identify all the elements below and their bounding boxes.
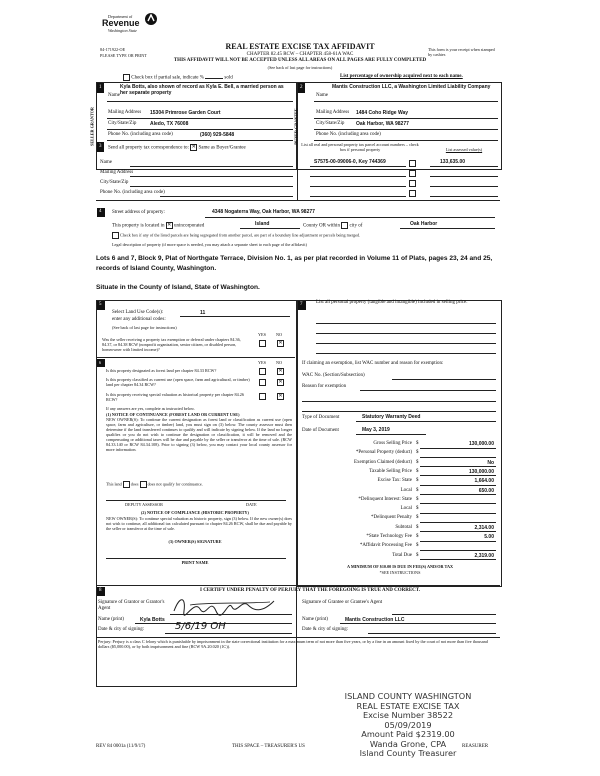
- tax-row-currency: $: [416, 534, 419, 539]
- dept-big: Revenue: [102, 18, 140, 28]
- grantee-name-label: Name (print): [302, 617, 328, 622]
- form-code: 84-171922-OE: [100, 47, 126, 52]
- doc-date-label: Date of Document: [302, 428, 339, 433]
- located-label: This property is located in: [112, 223, 165, 229]
- assessed-value[interactable]: 133,635.00: [440, 159, 466, 165]
- additional-codes: enter any additional codes:: [112, 317, 166, 322]
- yes-header-1: YES: [258, 332, 266, 337]
- notice1-body: NEW OWNER(S): To continue the current designation as forest land or classification as current use (open space, farm and agriculture, or timber) land, you must sign on (3) below. The county assessor must then determine if the land transferred continues to qualify and will indicate by signing below. If the land no longer qualifies or you do not wish to continue the designation or classification, it will be removed and the compensating or additional taxes will be due and payable by the seller or transferor at the time of sale. (RCW 84.33.140 or RCW 84.34.108). Prior to signing (3) below, you may contact your local county assessor for more information.: [106, 417, 292, 452]
- tax-row-value[interactable]: 5.00: [484, 534, 494, 540]
- street-label: Street address of property:: [112, 210, 165, 215]
- seller-name-value[interactable]: Kyla Botts, also shown of record as Kyla E. Bell, a married person as her separate property: [120, 84, 284, 96]
- does-not-checkbox[interactable]: [140, 481, 147, 488]
- grantor-sig-label: Signature of Grantor or Grantor's Agent: [98, 600, 165, 611]
- tax-row-currency: $: [416, 487, 419, 493]
- grantee-name-value[interactable]: Mantis Construction LLC: [345, 617, 405, 623]
- q2-no-checkbox[interactable]: ✕: [278, 369, 283, 374]
- does-label: does: [130, 481, 139, 487]
- parcel3-checkbox[interactable]: [409, 180, 416, 187]
- parcel-number[interactable]: S7575-00-09006-0, Key 744369: [314, 159, 386, 165]
- dor-logo: [100, 14, 158, 42]
- parcel1-checkbox[interactable]: [409, 160, 416, 167]
- tax-row-label: Exemption Claimed (deduct): [353, 459, 412, 465]
- q1-yes-checkbox[interactable]: [259, 340, 266, 347]
- tax-row-value[interactable]: 1,664.00: [474, 478, 494, 485]
- receipt-note: This form is your receipt when stamped by cashier.: [428, 47, 495, 57]
- parcel2-checkbox[interactable]: [409, 170, 416, 177]
- dept-state: Washington State: [108, 28, 138, 33]
- corr-label: Send all property tax correspondence to:: [108, 145, 189, 151]
- stamp-line: REAL ESTATE EXCISE TAX: [356, 700, 460, 711]
- same-as-buyer-checkbox[interactable]: ✕: [191, 145, 196, 150]
- land-use-num-text: 5: [99, 302, 102, 307]
- parcel4-checkbox[interactable]: [409, 190, 416, 197]
- deputy-date: DATE: [246, 502, 257, 507]
- owner-signature-label: (3) OWNER(S) SIGNATURE: [168, 539, 222, 544]
- seller-phone-value[interactable]: (360) 929-5848: [200, 132, 235, 138]
- buyer-name-label: Name: [316, 93, 328, 98]
- stamp-line: Amount Paid $2319.00: [361, 729, 455, 739]
- buyer-side-label: BUYER GRANTEE: [293, 108, 299, 145]
- tax-row-currency: $: [416, 441, 419, 446]
- seller-num-text: 1: [99, 85, 102, 90]
- q2-text: Is this property designated as forest land per chapter 84.33 RCW?: [106, 368, 217, 373]
- no-header-2: NO: [276, 360, 283, 365]
- certify-text: I CERTIFY UNDER PENALTY OF PERJURY THAT THE FOREGOING IS TRUE AND CORRECT.: [200, 588, 421, 593]
- city-value[interactable]: Oak Harbor: [410, 221, 438, 227]
- grantee-date-label: Date & city of signing:: [302, 627, 349, 632]
- list-pct: List percentage of ownership acquired next to each name.: [340, 74, 463, 79]
- land-use-code[interactable]: 11: [200, 310, 206, 316]
- corr-phone-label: Phone No. (including area code): [100, 190, 165, 195]
- city-checkbox[interactable]: [341, 222, 348, 229]
- notice1-title: (1) NOTICE OF CONTINUANCE (FOREST LAND OR CURRENT USE): [106, 412, 240, 417]
- tax-row-label: *State Technology Fee: [366, 534, 412, 539]
- grantor-date-label: Date & city of signing:: [98, 627, 145, 632]
- buyer-num-text: 2: [300, 85, 303, 90]
- notice2-title: (2) NOTICE OF COMPLIANCE (HISTORIC PROPERTY): [141, 510, 249, 515]
- minimum-note: A MINIMUM OF $10.00 IS DUE IN FEE(S) AND/OR TAX: [346, 564, 453, 569]
- tax-row-currency: $: [416, 459, 419, 465]
- section6-num-text: 6: [99, 360, 102, 365]
- tax-row-currency: $: [416, 450, 419, 456]
- unincorporated-label: unincorporated: [174, 223, 205, 229]
- grantor-name-value[interactable]: Kyla Botts: [140, 617, 165, 623]
- buyer-mailing-value[interactable]: 1484 Coho Ridge Way: [356, 110, 409, 116]
- tax-row-currency: $: [416, 506, 419, 512]
- tax-row-label: *Delinquent Interest: State: [358, 496, 412, 502]
- treasurer-space: THIS SPACE – TREASURER'S US: [232, 744, 305, 749]
- form-see-back: (See back of last page for instructions): [267, 65, 333, 70]
- perjury-text: Perjury: Perjury is a class C felony which is punishable by imprisonment in the state correctional institution for a maximum term of not more than five years, or by a fine in an amount fixed by the court of not more than five thousand dollars ($5,000.00), or by both imprisonment and fine (RCW 9A.20.020 (1C)).: [98, 639, 488, 649]
- form-chapter: CHAPTER 82.45 RCW – CHAPTER 458-61A WAC: [246, 52, 354, 57]
- buyer-phone-label: Phone No. (including area code): [316, 132, 381, 137]
- segregated-label: Check box if any of the listed parcels are being segregated from another parcel, are part of a boundary line adjustment or parcels being merged.: [120, 232, 361, 238]
- q4-text: Is this property receiving special valuation as historical property per chapter 84.26 RCW?: [106, 392, 244, 402]
- doc-type-label: Type of Document: [302, 415, 340, 420]
- q1-text: Was the seller receiving a property tax exemption or deferral under chapters 84.36, 84.37, or 84.38 RCW (nonprofit organization, senior citizen, or disabled person, homeowner with limited income)?: [102, 337, 241, 352]
- buyer-name-value[interactable]: Mantis Construction LLC, a Washington Limited Liability Company: [332, 84, 491, 90]
- street-value[interactable]: 4348 Nogaterra Way, Oak Harbor, WA 98277: [212, 209, 315, 215]
- tax-row-value[interactable]: No: [487, 459, 494, 466]
- certify-num-text: 8: [99, 588, 102, 593]
- print-name-label: PRINT NAME: [181, 560, 209, 565]
- tax-row-value[interactable]: 2,319.00: [474, 552, 494, 559]
- corr-name-label: Name: [100, 160, 112, 165]
- county-value[interactable]: Island: [255, 221, 270, 227]
- this-land-label: This land: [106, 481, 122, 487]
- continuance-row: [106, 481, 203, 488]
- dept-small: Department of: [108, 14, 133, 19]
- segregated-checkbox[interactable]: [112, 232, 119, 239]
- tax-row-currency: $: [416, 552, 419, 558]
- grantor-signature-scribble[interactable]: [170, 593, 280, 619]
- located-row: [112, 222, 204, 230]
- tax-row-value[interactable]: 130,000.00: [468, 441, 494, 447]
- same-as-buyer-label: Same as Buyer/Grantee: [198, 145, 246, 151]
- seller-city-label: City/State/Zip: [108, 121, 137, 126]
- tax-row-value[interactable]: 130,000.00: [468, 468, 494, 475]
- stamp-line: Island County Treasurer: [359, 748, 457, 758]
- tax-row-currency: $: [416, 496, 419, 502]
- corr-city-label: City/State/Zip: [100, 180, 129, 185]
- q3-text: Is this property classified as current use (open space, farm and agricultural, or timber) land per chapter 84.34 RCW?: [106, 377, 250, 387]
- tax-row-label: Subtotal: [395, 524, 412, 530]
- does-not-label: does not qualify for continuance.: [147, 481, 203, 487]
- q3-no-checkbox[interactable]: ✕: [278, 380, 283, 385]
- buyer-mailing-label: Mailing Address: [316, 110, 350, 115]
- seller-phone-label: Phone No. (including area code): [108, 132, 173, 137]
- tax-row-label: Total Due: [392, 552, 412, 558]
- city-of-label: city of: [349, 223, 363, 229]
- county-row: [303, 222, 362, 230]
- land-use-see-back: (See back of last page for instructions): [112, 325, 177, 330]
- yes-header-2: YES: [258, 360, 266, 365]
- tax-row-currency: $: [416, 478, 419, 484]
- seller-mailing-label: Mailing Address: [108, 110, 142, 115]
- corr-num-text: 3: [99, 144, 102, 149]
- grantor-date-value[interactable]: 5/6/19 OH: [175, 621, 226, 632]
- grantor-name-label: Name (print): [98, 617, 124, 622]
- if-yes-text: If any answers are yes, complete as instructed below.: [106, 406, 195, 411]
- tax-row-label: *Delinquent Penalty: [371, 515, 412, 521]
- tax-row-currency: $: [416, 524, 419, 530]
- legal-note: Legal description of property (if more space is needed, you may attach a separate sheet to each page of the affidavit): [112, 242, 307, 247]
- seller-city-value[interactable]: Aledo, TX 76008: [150, 121, 189, 127]
- street-num-text: 4: [99, 209, 102, 214]
- sold-label: sold: [224, 75, 233, 81]
- q3-yes-checkbox[interactable]: [259, 379, 266, 386]
- tax-row-currency: $: [416, 515, 419, 521]
- seller-side-label: SELLER GRANTOR: [89, 107, 95, 146]
- assessed-header: List assessed value(s): [445, 147, 483, 152]
- doc-date-value[interactable]: May 3, 2019: [362, 427, 390, 433]
- tax-row-label: *Affidavit Processing Fee: [359, 543, 412, 549]
- doc-type-value[interactable]: Statutory Warranty Deed: [362, 414, 421, 420]
- tax-row-label: Gross Selling Price: [373, 441, 412, 446]
- stamp-line: 05/09/2019: [384, 719, 432, 730]
- seller-name-label: Name: [108, 93, 120, 98]
- stamp-line: Excise Number 38522: [362, 710, 454, 720]
- grantee-sig-label: Signature of Grantee or Grantee's Agent: [302, 600, 383, 605]
- legal-description[interactable]: Lots 6 and 7, Block 9, Plat of Northgate Terrace, Division No. 1, as per plat recorded in Volume 11 of Plats, pages 23, 24 and 25, records of Island County, Washington.: [96, 255, 493, 272]
- treasurer-label: REASURER: [462, 744, 489, 749]
- q1-no-checkbox[interactable]: ✕: [278, 341, 283, 346]
- tax-row-label: Local: [400, 487, 412, 493]
- tax-row-value[interactable]: 2,314.00: [474, 524, 494, 531]
- reason-label: Reason for exemption: [302, 384, 347, 389]
- tax-row-currency: $: [416, 468, 419, 474]
- stamp-line: ISLAND COUNTY WASHINGTON: [344, 691, 472, 701]
- corr-mailing-label: Mailing Address: [100, 170, 134, 175]
- land-use-label: Select Land Use Code(s):: [112, 310, 164, 315]
- segregated-row: [112, 232, 502, 239]
- q4-yes-checkbox[interactable]: [259, 393, 266, 400]
- parcels-header: List all real and personal property tax parcel account numbers – check box if personal property: [301, 142, 419, 152]
- buyer-city-label: City/State/Zip: [316, 121, 345, 126]
- see-instructions: *SEE INSTRUCTIONS: [379, 570, 421, 575]
- tax-row-currency: $: [416, 543, 419, 549]
- please-type: PLEASE TYPE OR PRINT: [100, 53, 147, 58]
- tax-row-label: Taxable Selling Price: [369, 468, 412, 474]
- dor-seal-icon: [144, 12, 158, 26]
- does-checkbox[interactable]: [123, 481, 130, 488]
- partial-sale-label: Check box if partial sale, indicate %: [131, 75, 204, 81]
- stamp-line: Wanda Grone, CPA: [369, 738, 447, 749]
- rev-code: REV 84 0001a (11/9/17): [96, 744, 146, 749]
- seller-mailing-value[interactable]: 15304 Primrose Garden Court: [150, 110, 221, 116]
- partial-sale-checkbox[interactable]: [123, 74, 130, 81]
- partial-sale: [123, 74, 233, 82]
- form-warning: THIS AFFIDAVIT WILL NOT BE ACCEPTED UNLESS ALL AREAS ON ALL PAGES ARE FULLY COMPLETED: [173, 58, 427, 63]
- personal-label: List all personal property (tangible and intangible) included in selling price.: [316, 300, 468, 305]
- corr-label-row: [108, 144, 246, 152]
- tax-row-label: Excise Tax: State: [377, 478, 412, 484]
- situate-text[interactable]: Situate in the County of Island, State of Washington.: [96, 284, 260, 291]
- deputy-assessor: DEPUTY ASSESSOR: [125, 502, 163, 507]
- tax-row-label: Local: [400, 506, 412, 512]
- unincorporated-checkbox[interactable]: ✕: [167, 223, 172, 228]
- notice2-body: NEW OWNER(S): To continue special valuation as historic property, sign (3) below. If the new owner(s) does not wish to continue, all additional tax calculated pursuant to chapter 84.26 RCW, shall be due and payable by the seller or transferor at the time of sale.: [106, 516, 292, 531]
- q4-no-checkbox[interactable]: ✕: [278, 394, 283, 399]
- tax-row-value[interactable]: 650.00: [478, 487, 494, 494]
- q2-yes-checkbox[interactable]: [259, 368, 266, 375]
- no-header-1: NO: [276, 332, 283, 337]
- form-title: REAL ESTATE EXCISE TAX AFFIDAVIT: [225, 42, 375, 51]
- tax-row-label: *Personal Property (deduct): [355, 450, 412, 456]
- county-label: County OR within: [303, 223, 340, 229]
- buyer-city-value[interactable]: Oak Harbor, WA 98277: [356, 121, 409, 127]
- wac-label: WAC No. (Section/Subsection): [302, 373, 365, 378]
- exemption-label: If claiming an exemption, list WAC number and reason for exemption:: [302, 361, 444, 366]
- personal-num-text: 7: [300, 302, 303, 307]
